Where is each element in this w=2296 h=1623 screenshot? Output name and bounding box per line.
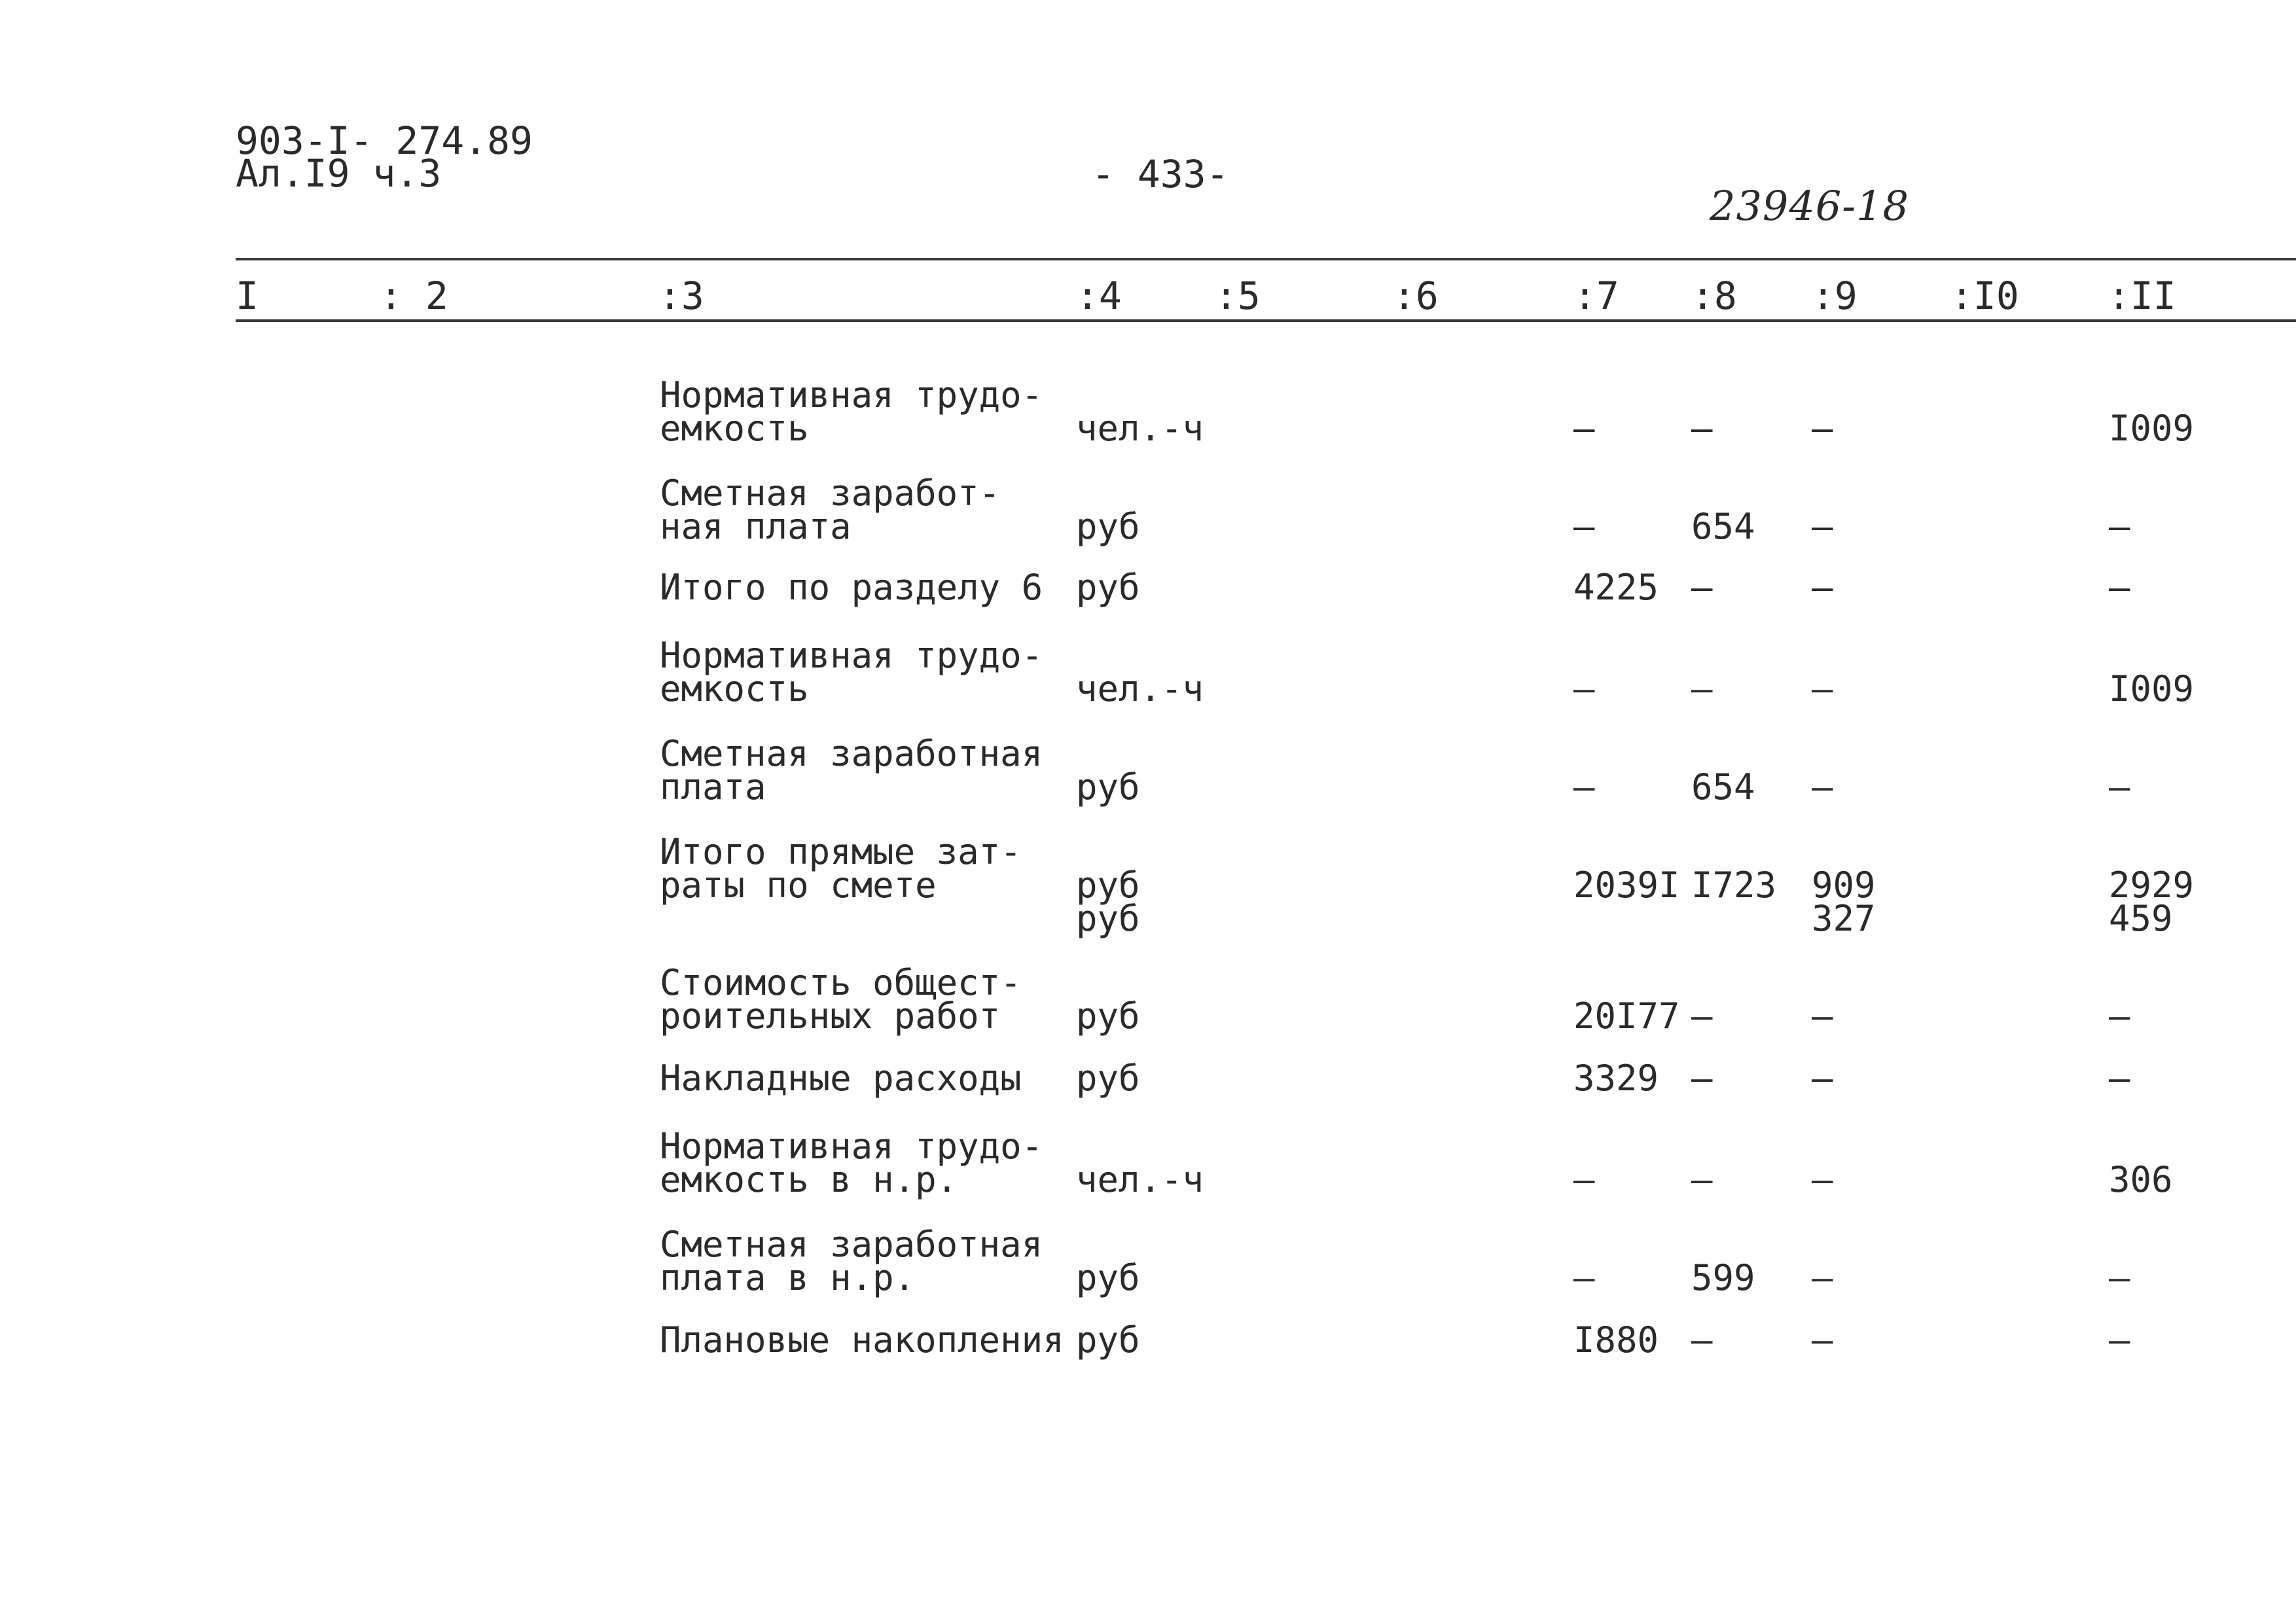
column-header-7: :7 xyxy=(1573,274,1619,318)
cell-line: – xyxy=(1691,1159,1713,1200)
cell-line: – xyxy=(1691,1319,1713,1361)
cell-line: – xyxy=(2109,1257,2130,1298)
cell-line: Нормативная трудо- xyxy=(660,374,1043,416)
cell-unit xyxy=(1076,1319,1140,1361)
cell-line: емкость xyxy=(660,668,809,709)
cell-desc xyxy=(660,733,1043,808)
cell-desc xyxy=(660,962,1022,1037)
column-header-1: I xyxy=(236,274,259,318)
cell-line: I009 xyxy=(2109,668,2195,709)
cell-line: роительных работ xyxy=(660,995,1001,1037)
cell-line: 909 xyxy=(1812,865,1876,906)
cell-line: 2929 xyxy=(2109,865,2195,906)
cell-line: руб xyxy=(1076,1257,1140,1298)
table-header-rule xyxy=(236,319,2296,322)
cell-c7 xyxy=(1573,567,1659,608)
cell-c8 xyxy=(1691,766,1755,808)
cell-line: – xyxy=(1691,668,1713,709)
cell-line: руб xyxy=(1076,1058,1140,1099)
cell-line: Нормативная трудо- xyxy=(660,635,1043,676)
cell-line: – xyxy=(2109,506,2130,547)
cell-line: – xyxy=(1812,1058,1833,1099)
cell-c7 xyxy=(1573,1159,1595,1200)
cell-desc xyxy=(660,473,1001,547)
column-header-4: :4 xyxy=(1076,274,1122,318)
cell-line: 459 xyxy=(2109,898,2173,939)
cell-c9 xyxy=(1812,668,1833,709)
cell-line: – xyxy=(2109,766,2130,808)
cell-c7 xyxy=(1573,506,1595,547)
cell-line: раты по смете xyxy=(660,865,937,906)
cell-desc xyxy=(660,374,1043,449)
column-header-5: :5 xyxy=(1215,274,1261,318)
cell-desc xyxy=(660,831,1022,906)
cell-c8 xyxy=(1691,567,1713,608)
cell-c9 xyxy=(1812,506,1833,547)
column-header-9: :9 xyxy=(1812,274,1857,318)
cell-line: емкость в н.р. xyxy=(660,1159,958,1200)
cell-c11 xyxy=(2109,408,2195,449)
cell-line: – xyxy=(1691,408,1713,449)
cell-line: – xyxy=(1812,995,1833,1037)
cell-c9 xyxy=(1812,1257,1833,1298)
column-header-3: :3 xyxy=(658,274,704,318)
cell-c7 xyxy=(1573,865,1680,906)
cell-line: руб xyxy=(1076,567,1140,608)
handwritten-inventory-number: 23946-18 xyxy=(1710,182,1910,230)
cell-c9 xyxy=(1812,1058,1833,1099)
cell-line: – xyxy=(1573,766,1595,808)
cell-c8 xyxy=(1691,1319,1713,1361)
cell-line: – xyxy=(1573,408,1595,449)
cell-desc xyxy=(660,1126,1043,1200)
cell-line: 4225 xyxy=(1573,567,1659,608)
cell-line: 599 xyxy=(1691,1257,1755,1298)
cell-line: руб xyxy=(1076,995,1140,1037)
album-reference: Ал.I9 ч.3 xyxy=(236,151,442,196)
cell-unit xyxy=(1076,1058,1140,1099)
cell-c8 xyxy=(1691,408,1713,449)
cell-line: емкость xyxy=(660,408,809,449)
cell-desc xyxy=(660,1224,1043,1298)
cell-unit xyxy=(1076,995,1140,1037)
cell-desc xyxy=(660,1319,1064,1361)
table-top-rule xyxy=(236,258,2296,260)
column-header-6: :6 xyxy=(1393,274,1439,318)
cell-c7 xyxy=(1573,995,1680,1037)
cell-line: – xyxy=(1812,668,1833,709)
cell-line: руб xyxy=(1076,865,1140,906)
cell-unit xyxy=(1076,865,1140,939)
cell-line: Нормативная трудо- xyxy=(660,1126,1043,1167)
cell-unit xyxy=(1076,1257,1140,1298)
cell-line: Накладные расходы xyxy=(660,1058,1022,1099)
cell-c11 xyxy=(2109,766,2130,808)
cell-c9 xyxy=(1812,995,1833,1037)
cell-line: чел.-ч xyxy=(1076,1159,1204,1200)
cell-line: Итого по разделу 6 xyxy=(660,567,1043,608)
cell-line: I880 xyxy=(1573,1319,1659,1361)
cell-c9 xyxy=(1812,567,1833,608)
cell-line: Итого прямые зат- xyxy=(660,831,1022,872)
cell-line: руб xyxy=(1076,898,1140,939)
cell-c9 xyxy=(1812,1159,1833,1200)
cell-line: ная плата xyxy=(660,506,852,547)
cell-desc xyxy=(660,567,1043,608)
cell-line: плата xyxy=(660,766,766,808)
cell-c11 xyxy=(2109,1159,2173,1200)
cell-unit xyxy=(1076,1159,1204,1200)
cell-c8 xyxy=(1691,668,1713,709)
cell-line: – xyxy=(1573,1159,1595,1200)
column-header-8: :8 xyxy=(1691,274,1737,318)
column-header-2: : 2 xyxy=(380,274,448,318)
cell-desc xyxy=(660,635,1043,709)
cell-line: – xyxy=(2109,995,2130,1037)
cell-c11 xyxy=(2109,865,2195,939)
cell-line: – xyxy=(2109,567,2130,608)
cell-line: – xyxy=(1812,408,1833,449)
cell-line: 20I77 xyxy=(1573,995,1680,1037)
cell-line: 306 xyxy=(2109,1159,2173,1200)
cell-line: Сметная заработная xyxy=(660,733,1043,774)
document-code: 903-I- 274.89 xyxy=(236,118,533,163)
cell-line: Сметная заработная xyxy=(660,1224,1043,1265)
cell-line: 654 xyxy=(1691,766,1755,808)
cell-line: – xyxy=(1691,567,1713,608)
cell-line: руб xyxy=(1076,766,1140,808)
cell-desc xyxy=(660,1058,1022,1099)
cell-line: I009 xyxy=(2109,408,2195,449)
cell-c11 xyxy=(2109,995,2130,1037)
cell-c7 xyxy=(1573,1319,1659,1361)
cell-line: руб xyxy=(1076,506,1140,547)
cell-line: Плановые накопления xyxy=(660,1319,1064,1361)
cell-c8 xyxy=(1691,1257,1755,1298)
cell-line: – xyxy=(1691,995,1713,1037)
cell-line: – xyxy=(1691,1058,1713,1099)
cell-unit xyxy=(1076,506,1140,547)
cell-c11 xyxy=(2109,506,2130,547)
cell-unit xyxy=(1076,668,1204,709)
cell-unit xyxy=(1076,408,1204,449)
cell-c7 xyxy=(1573,408,1595,449)
cell-c8 xyxy=(1691,995,1713,1037)
cell-line: Сметная заработ- xyxy=(660,473,1001,514)
cell-line: – xyxy=(1573,1257,1595,1298)
cell-line: – xyxy=(1812,567,1833,608)
cell-line: 3329 xyxy=(1573,1058,1659,1099)
page-number: - 433- xyxy=(1092,152,1229,196)
cell-line: 2039I xyxy=(1573,865,1680,906)
cell-c7 xyxy=(1573,766,1595,808)
cell-c8 xyxy=(1691,1159,1713,1200)
cell-c8 xyxy=(1691,1058,1713,1099)
cell-line: – xyxy=(1812,1257,1833,1298)
column-header-10: :I0 xyxy=(1950,274,2019,318)
cell-c11 xyxy=(2109,1319,2130,1361)
cell-c11 xyxy=(2109,1058,2130,1099)
cell-c9 xyxy=(1812,766,1833,808)
cell-line: 654 xyxy=(1691,506,1755,547)
cell-line: – xyxy=(1812,766,1833,808)
cell-line: – xyxy=(1812,1319,1833,1361)
cell-line: I723 xyxy=(1691,865,1777,906)
cell-line: – xyxy=(1573,506,1595,547)
cell-c11 xyxy=(2109,567,2130,608)
cell-line: Стоимость общест- xyxy=(660,962,1022,1003)
cell-c9 xyxy=(1812,1319,1833,1361)
cell-line: – xyxy=(2109,1319,2130,1361)
cell-line: – xyxy=(1812,1159,1833,1200)
cell-line: плата в н.р. xyxy=(660,1257,916,1298)
cell-unit xyxy=(1076,567,1140,608)
cell-line: чел.-ч xyxy=(1076,408,1204,449)
cell-line: – xyxy=(1573,668,1595,709)
cell-unit xyxy=(1076,766,1140,808)
cell-c7 xyxy=(1573,1058,1659,1099)
column-header-11: :II xyxy=(2108,274,2176,318)
cell-c7 xyxy=(1573,1257,1595,1298)
cell-c9 xyxy=(1812,408,1833,449)
cell-c7 xyxy=(1573,668,1595,709)
cell-line: – xyxy=(2109,1058,2130,1099)
cell-c9 xyxy=(1812,865,1876,939)
cell-c11 xyxy=(2109,668,2195,709)
cell-c11 xyxy=(2109,1257,2130,1298)
cell-line: – xyxy=(1812,506,1833,547)
cell-c8 xyxy=(1691,865,1777,906)
cell-c8 xyxy=(1691,506,1755,547)
cell-line: чел.-ч xyxy=(1076,668,1204,709)
cell-line: 327 xyxy=(1812,898,1876,939)
cell-line: руб xyxy=(1076,1319,1140,1361)
